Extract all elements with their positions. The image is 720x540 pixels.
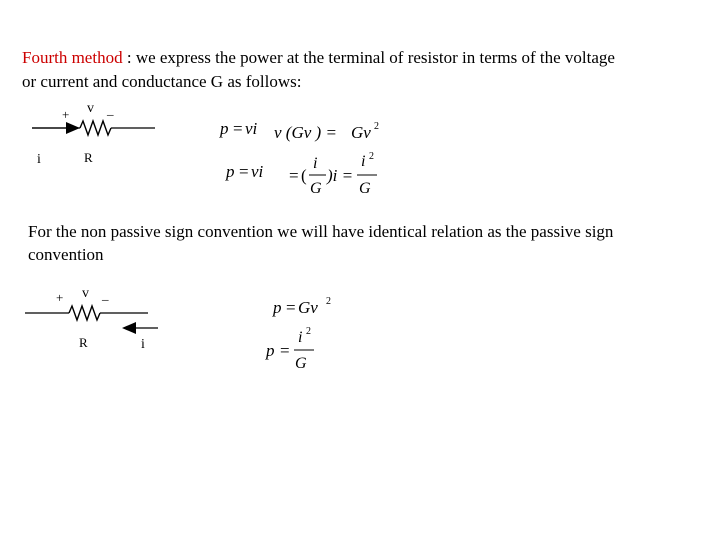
eq4-equals: = [280,341,290,360]
method-heading: Fourth method [22,48,123,67]
eq2-denominator-G2: G [359,180,371,197]
eq4-p: p [266,341,275,360]
arrow-head-2 [122,322,136,334]
resistor-symbol [80,121,111,135]
eq1-middle: v (Gv ) = [274,123,337,142]
circuit-passive [32,101,155,167]
circuit-non-passive [25,286,158,352]
eq1-Gv: Gv [351,123,371,142]
voltage-label-2: v [82,286,89,301]
voltage-label: v [87,101,94,116]
eq2-close: )i = [327,166,354,185]
eq1-vi: vi [245,119,258,138]
eq1-equals: = [233,119,243,138]
minus-sign: _ [107,102,114,117]
eq4-exponent: 2 [306,326,311,337]
eq2-p: p [226,162,235,181]
resistor-label: R [84,150,93,165]
equation-3 [272,296,331,317]
eq3-Gv: Gv [298,298,318,317]
eq2-denominator-G: G [310,180,322,197]
eq3-p: p [273,298,282,317]
equation-4 [265,326,314,372]
eq2-exponent: 2 [369,151,374,162]
eq2-numerator-i: i [313,155,318,172]
equation-1 [219,119,379,142]
eq4-numerator-i: i [298,329,303,346]
eq2-numerator-i2: i [361,153,366,170]
eq1-p: p [220,119,229,138]
equation-2 [225,151,377,197]
plus-sign-2: + [56,290,64,305]
eq2-equals-2: = [289,166,299,185]
eq2-equals: = [239,162,249,181]
resistor-label-2: R [79,335,88,350]
plus-sign: + [62,107,70,122]
eq3-equals: = [286,298,296,317]
eq2-vi: vi [251,162,264,181]
para2-line2: convention [28,245,104,264]
eq3-exponent: 2 [326,296,331,307]
eq2-open-paren: ( [301,166,307,185]
intro-text: : we express the power at the terminal of resistor in terms of the voltage [122,48,615,67]
para2-line1: For the non passive sign convention we will have identical relation as the passive sign [28,222,614,241]
current-label-2: i [141,337,145,352]
resistor-symbol-2 [69,306,100,320]
eq1-exponent: 2 [374,121,379,132]
current-label: i [37,152,41,167]
minus-sign-2: _ [102,287,109,302]
non-passive-paragraph [28,220,688,266]
intro-text-line2: or current and conductance G as follows: [22,72,302,91]
eq4-denominator-G: G [295,355,307,372]
